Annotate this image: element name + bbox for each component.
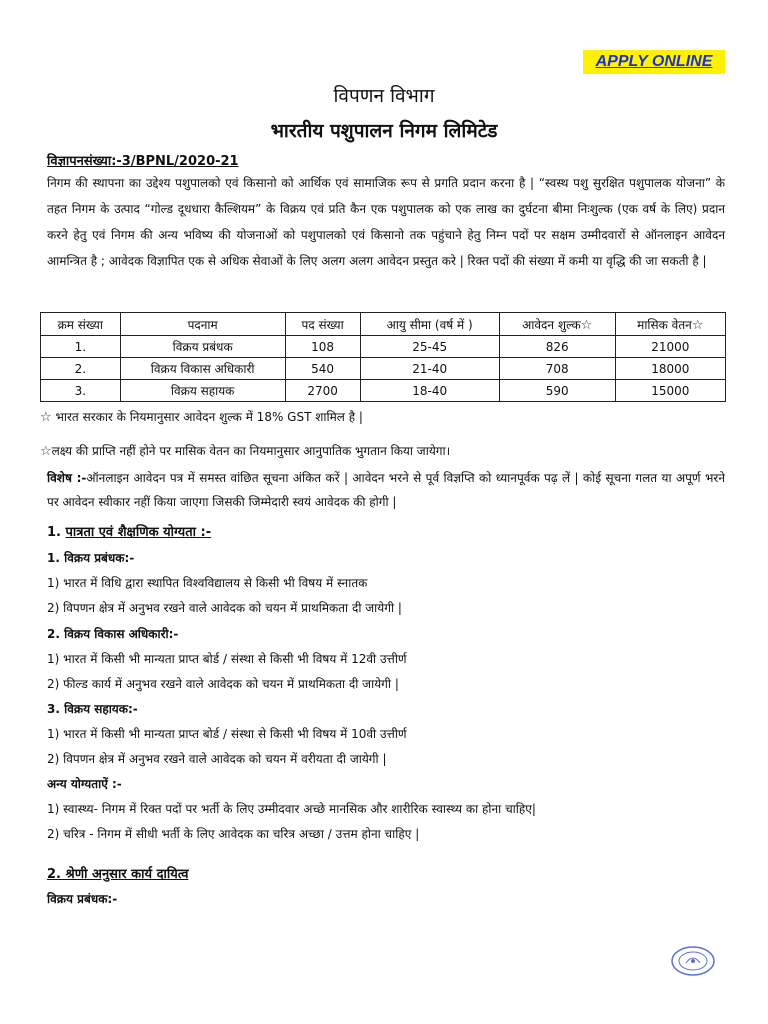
col-post-name: पदनाम (120, 313, 285, 336)
table-row (41, 380, 726, 402)
col-salary (615, 313, 725, 336)
cell-post-count: 2700 (285, 380, 360, 402)
section-2-subheading (47, 890, 117, 907)
table-row (41, 358, 726, 380)
advertisement-number: विज्ञापनसंख्या:-3/BPNL/2020-21 (47, 154, 239, 169)
cell-salary: 18000 (615, 358, 725, 380)
col-salary-label: मासिक वेतन (637, 317, 692, 332)
manager-item: 1) भारत में विधि द्वारा स्थापित विश्वविद्यालय से किसी भी विषय में स्नातक (47, 576, 368, 590)
cell-post-count: 108 (285, 336, 360, 358)
star-outline-icon: ☆ (691, 317, 704, 333)
col-post-count: पद संख्या (285, 313, 360, 336)
cell-post-count: 540 (285, 358, 360, 380)
star-outline-icon: ☆ (40, 410, 52, 425)
special-text: ऑनलाइन आवेदन पत्र में समस्त वांछित सूचना अंकित करें | आवेदन भरने से पूर्व विज्ञप्ति को ध्यानपूर्वक पढ़ लें | कोई सूचना गलत या अपूर्ण भरने पर आवेदन स्वीकार नहीं किया जाएगा जिसकी जिम्मेदारी स्वयं आवेदक की होगी | (47, 471, 725, 509)
cell-fee: 826 (499, 336, 615, 358)
cell-post-name: विक्रय प्रबंधक (120, 336, 285, 358)
other-qualifications-heading: अन्य योग्यताऐं :- (47, 777, 122, 791)
special-note (47, 466, 725, 514)
cell-salary: 15000 (615, 380, 725, 402)
gst-note-text: भारत सरकार के नियमानुसार आवेदन शुल्क में 18% GST शामिल है | (55, 410, 363, 424)
officer-heading: 2. विक्रय विकास अधिकारी:- (47, 627, 179, 641)
table-header-row (41, 313, 726, 336)
other-item: 2) चरित्र - निगम में सीधी भर्ती के लिए आवेदक का चरित्र अच्छा / उत्तम होना चाहिए | (47, 827, 420, 841)
star-outline-icon: ☆ (40, 444, 52, 459)
assistant-item: 2) विपणन क्षेत्र में अनुभव रखने वाले आवेदक को चयन में वरीयता दी जायेगी | (47, 752, 387, 766)
gst-note (40, 408, 363, 425)
department-title: विपणन विभाग (333, 85, 435, 107)
other-item: 1) स्वास्थ्य- निगम में रिक्त पदों पर भर्ती के लिए उम्मीदवार अच्छे मानसिक और शारीरिक स्वास्थ्य का होना चाहिए| (47, 802, 536, 816)
cell-age-limit: 21-40 (360, 358, 499, 380)
cell-age-limit: 25-45 (360, 336, 499, 358)
intro-paragraph: निगम की स्थापना का उद्देश्य पशुपालको एवं किसानो को आर्थिक एवं सामाजिक रूप से प्रगति प्रदान करना है | “स्वस्थ पशु सुरक्षित पशुपालक योजना” के तहत निगम के उत्पाद “गोल्ड दूधधारा कैल्शियम” के विक्रय एवं प्रति कैन एक पशुपालक को एक लाख का दुर्घटना बीमा निःशुल्क (एक वर्ष के लिए) प्रदान करने हेतु एवं निगम की अन्य भविष्य की योजनाओं को पशुपालको एवं किसानो तक पहुंचाने हेतु निम्न पदों पर सक्षम उम्मीदवारों से ऑनलाइन आवेदन आमन्त्रित है ; आवेदक विज्ञापित एक से अधिक सेवाओं के लिए अलग अलग आवेदन प्रस्तुत करे | रिक्त पदों की संख्या में कमी या वृद्धि की जा सकती है | (47, 176, 725, 268)
cell-post-name: विक्रय विकास अधिकारी (120, 358, 285, 380)
section-2-subheading-text: विक्रय प्रबंधक:- (47, 892, 118, 906)
section-2-title: 2. श्रेणी अनुसार कार्य दायित्व (47, 867, 189, 882)
cell-fee: 590 (499, 380, 615, 402)
section-1-title: पात्रता एवं शैक्षणिक योग्यता :- (65, 525, 212, 540)
officer-item: 2) फील्ड कार्य में अनुभव रखने वाले आवेदक को चयन में प्राथमिकता दी जायेगी | (47, 677, 399, 691)
salary-note (40, 442, 450, 459)
section-1-number: 1. (47, 525, 61, 540)
col-serial: क्रम संख्या (41, 313, 121, 336)
col-fee (499, 313, 615, 336)
table-row (41, 336, 726, 358)
cell-fee: 708 (499, 358, 615, 380)
cell-salary: 21000 (615, 336, 725, 358)
organization-seal-icon (670, 945, 716, 977)
special-label: विशेष :- (47, 471, 87, 485)
cell-serial: 1. (41, 336, 121, 358)
col-fee-label: आवेदन शुल्क (522, 317, 581, 332)
cell-serial: 3. (41, 380, 121, 402)
manager-heading: 1. विक्रय प्रबंधक:- (47, 551, 135, 565)
section-1-heading (47, 522, 211, 540)
manager-item: 2) विपणन क्षेत्र में अनुभव रखने वाले आवेदक को चयन में प्राथमिकता दी जायेगी | (47, 601, 402, 615)
cell-post-name: विक्रय सहायक (120, 380, 285, 402)
apply-online-link[interactable]: APPLY ONLINE (583, 50, 725, 74)
salary-note-text: लक्ष्य की प्राप्ति नहीं होने पर मासिक वेतन का नियमानुसार आनुपातिक भुगतान किया जायेगा। (51, 444, 451, 458)
cell-serial: 2. (41, 358, 121, 380)
officer-item: 1) भारत में किसी भी मान्यता प्राप्त बोर्ड / संस्था से किसी भी विषय में 12वी उत्तीर्ण (47, 652, 407, 666)
cell-age-limit: 18-40 (360, 380, 499, 402)
posts-table (40, 312, 726, 402)
assistant-heading: 3. विक्रय सहायक:- (47, 702, 138, 716)
assistant-item: 1) भारत में किसी भी मान्यता प्राप्त बोर्ड / संस्था से किसी भी विषय में 10वी उत्तीर्ण (47, 727, 407, 741)
star-outline-icon: ☆ (580, 317, 593, 333)
col-age-limit: आयु सीमा (वर्ष में ) (360, 313, 499, 336)
organization-title: भारतीय पशुपालन निगम लिमिटेड (270, 120, 498, 142)
